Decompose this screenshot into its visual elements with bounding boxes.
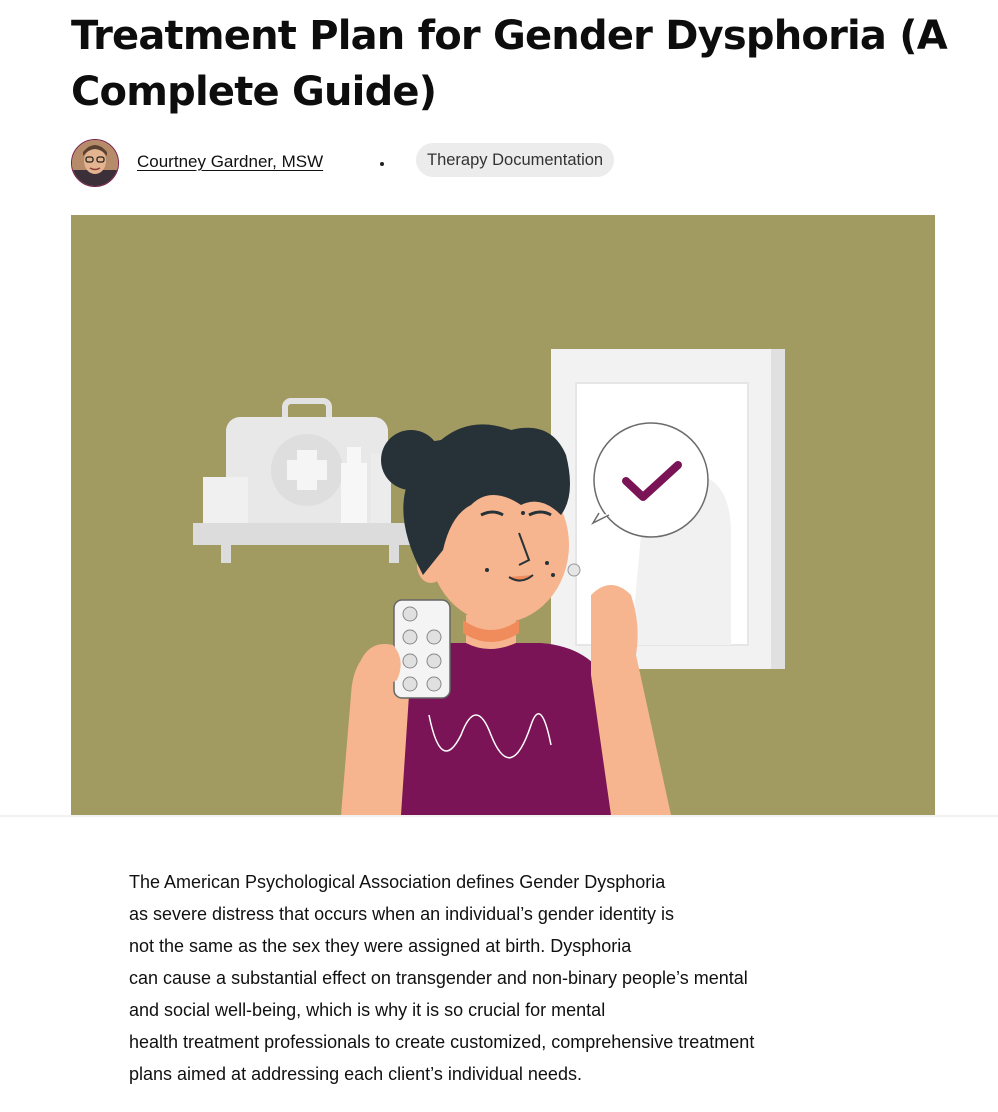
article-paragraph-line: as severe distress that occurs when an individual’s gender identity is bbox=[129, 904, 674, 924]
hero-illustration bbox=[71, 215, 935, 815]
checkmark-bubble-icon bbox=[593, 423, 708, 537]
avatar-image bbox=[72, 140, 118, 186]
article-paragraph-line: not the same as the sex they were assigned at birth. Dysphoria bbox=[129, 936, 632, 956]
article-paragraph-line: The American Psychological Association defines Gender Dysphoria bbox=[129, 872, 666, 892]
article-paragraph-line: plans aimed at addressing each client’s individual needs. bbox=[129, 1064, 582, 1084]
article-meta bbox=[71, 139, 951, 187]
author-link[interactable]: Courtney Gardner, MSW bbox=[137, 152, 324, 171]
article-paragraph-line: and social well-being, which is why it is so crucial for mental bbox=[129, 1000, 606, 1020]
category-tag[interactable]: Therapy Documentation bbox=[416, 143, 614, 177]
article-paragraph-line: health treatment professionals to create customized, comprehensive treatment bbox=[129, 1032, 755, 1052]
meta-separator-dot bbox=[380, 162, 384, 166]
author-avatar[interactable] bbox=[71, 139, 119, 187]
article-title: Treatment Plan for Gender Dysphoria (A Complete Guide) bbox=[71, 13, 947, 115]
article-body bbox=[129, 866, 889, 1090]
content-divider bbox=[0, 815, 998, 817]
article-paragraph-line: can cause a substantial effect on transgender and non-binary people’s mental bbox=[129, 968, 748, 988]
woman-with-pills-illustration bbox=[71, 215, 935, 815]
